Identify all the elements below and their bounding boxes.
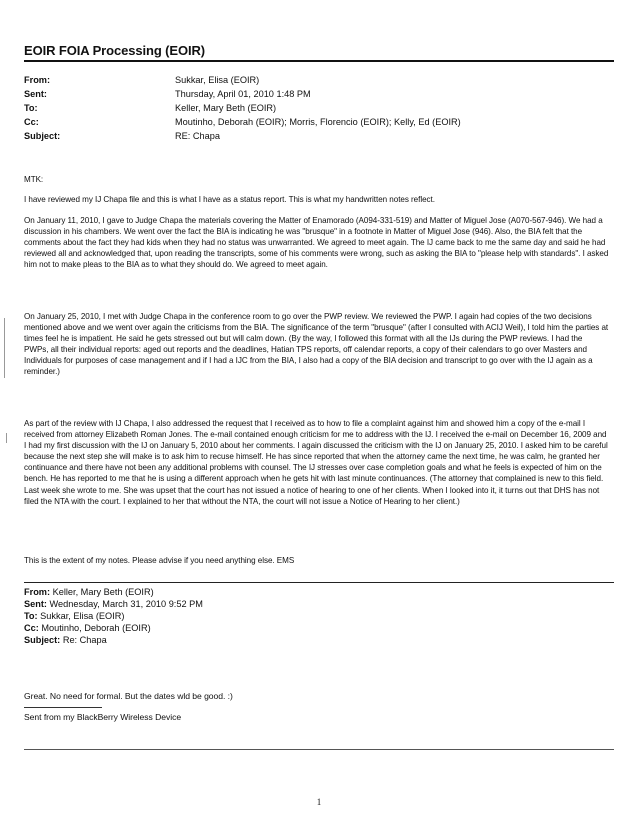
forwarded-from-row bbox=[24, 586, 614, 598]
forwarded-to-value: Sukkar, Elisa (EOIR) bbox=[40, 611, 125, 622]
forwarded-cc-value: Moutinho, Deborah (EOIR) bbox=[41, 623, 151, 634]
forwarded-subject-value: Re: Chapa bbox=[62, 635, 107, 646]
header-from-value: Sukkar, Elisa (EOIR) bbox=[175, 75, 260, 85]
header-subject-value: RE: Chapa bbox=[175, 131, 220, 141]
bottom-rule bbox=[24, 749, 614, 750]
header-to-label: To: bbox=[24, 103, 38, 113]
forwarded-from-value: Keller, Mary Beth (EOIR) bbox=[52, 587, 154, 597]
page-number: 1 bbox=[316, 797, 322, 807]
forwarded-header bbox=[24, 586, 614, 646]
header-to-row bbox=[24, 101, 614, 115]
header-sent-row bbox=[24, 87, 614, 101]
paragraph-1 bbox=[24, 194, 609, 205]
header-subject-label: Subject: bbox=[24, 131, 61, 141]
header-cc-row bbox=[24, 115, 614, 129]
forwarded-to-label: To: bbox=[24, 611, 38, 622]
header-from-label: From: bbox=[24, 75, 51, 85]
header-from-row bbox=[24, 73, 614, 87]
scan-margin-mark bbox=[4, 318, 5, 378]
document-title: EOIR FOIA Processing (EOIR) bbox=[24, 43, 206, 58]
forwarded-to-row bbox=[24, 610, 614, 622]
paragraph-4-text: As part of the review with IJ Chapa, I also addressed the request that I received as to how to file a complaint against him and showed him a copy of the e-mail I received from attorney Elizabeth Roman Jones. The e-mail contained enough criticism for me to address with the IJ. I received the e-mail on December 16, 2009 and I had my first discussion with the IJ on January 5, 2010 about her comments. I again discussed the criticism with the IJ on January 25, 2010. I asked him to be careful because the next step she will make is to ask him to recuse himself. He has since reported that when the attorney came the next time, he was calm, he granted her continuance and there have not been any additional problems with counsel. The IJ stresses over case completion goals and what he feels is expected of him on the bench. He has reported to me that he is using a different approach when he gets hit with last minute continuances. (The attorney that complained is new to this field. Last week she wrote to me. She was upset that the court has not issued a notice of hearing to one of her clients. When I looked into it, it turns out that DHS has not filed the NTA with the court. I explained to her that without the NTA, the court will not issue a Notice of Hearing to her client.) bbox=[24, 419, 608, 506]
forwarded-cc-label: Cc: bbox=[24, 623, 39, 634]
reply-text: Great. No need for formal. But the dates wld be good. :) bbox=[24, 691, 233, 701]
salutation: MTK: bbox=[24, 175, 44, 184]
paragraph-3 bbox=[24, 311, 609, 378]
forwarded-sent-label: Sent: bbox=[24, 599, 47, 610]
paragraph-5-text: This is the extent of my notes. Please advise if you need anything else. EMS bbox=[24, 556, 295, 565]
header-subject-row bbox=[24, 129, 614, 143]
header-cc-value: Moutinho, Deborah (EOIR); Morris, Florencio (EOIR); Kelly, Ed (EOIR) bbox=[175, 117, 461, 127]
paragraph-2-text: On January 11, 2010, I gave to Judge Chapa the materials covering the Matter of Enamorado (A094-331-519) and Matter of Miguel Jose (A070-567-946). We had a discussion in his chambers. We went over the fact the BIA is indicating he was "brusque" in a footnote in Matter of Miguel Jose (946). Also, the BIA felt that the comments about the fact they had kids when they had no status was unwarranted. We agreed to meet again. The IJ came back to me the same day and said he had reviewed all and acknowledged that, upon reading the transcripts, some of his comments were wrong, such as asking the BIA to "please help with standards". I asked him not to make pleas to the BIA as to what they should do. We agreed to meet again. bbox=[24, 216, 609, 270]
paragraph-4 bbox=[24, 418, 609, 507]
signature-rule bbox=[24, 707, 102, 708]
forwarded-subject-label: Subject: bbox=[24, 635, 61, 646]
paragraph-1-text: I have reviewed my IJ Chapa file and this is what I have as a status report. This is what my handwritten notes reflect. bbox=[24, 195, 435, 204]
title-rule bbox=[24, 60, 614, 62]
forwarded-sent-value: Wednesday, March 31, 2010 9:52 PM bbox=[49, 599, 203, 610]
header-cc-label: Cc: bbox=[24, 117, 39, 127]
paragraph-2 bbox=[24, 215, 609, 270]
header-sent-label: Sent: bbox=[24, 89, 47, 99]
header-to-value: Keller, Mary Beth (EOIR) bbox=[175, 103, 277, 113]
forwarded-sent-row bbox=[24, 598, 614, 610]
header-sent-value: Thursday, April 01, 2010 1:48 PM bbox=[175, 89, 311, 99]
forwarded-from-label: From: bbox=[24, 587, 51, 597]
paragraph-3-text: On January 25, 2010, I met with Judge Chapa in the conference room to go over the PWP review. We reviewed the PWP. I again had copies of the two decisions mentioned above and we went over again the criticisms from the BIA. The significance of the term "brusque" (after I consulted with ACIJ Weil), I told him the parties at times feel he is impatient. He said he gets stressed out but will calm down. (By the way, I followed this format with all the IJs during the PWP reviews. I had the PWPs, all their individual reports: aged out reports and the deadlines, Hatian TPS reports, off calendar reports, a copy of their calendars to go over Masters and Individuals for purposes of case management and if I had a IJC from the BIA, I also had a copy of the BIA decision and transcript to go over with the IJ again as a reminder.) bbox=[24, 312, 609, 377]
signature-line: Sent from my BlackBerry Wireless Device bbox=[24, 712, 182, 722]
email-header bbox=[24, 73, 614, 143]
scan-margin-mark-2 bbox=[6, 433, 7, 443]
forwarded-cc-row bbox=[24, 622, 614, 634]
forwarded-subject-row bbox=[24, 634, 614, 646]
paragraph-5 bbox=[24, 555, 609, 566]
message-separator bbox=[24, 582, 614, 583]
